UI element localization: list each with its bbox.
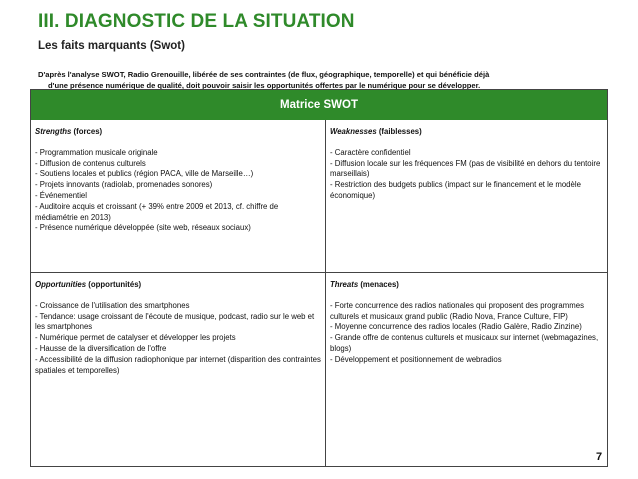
list-item: - Projets innovants (radiolab, promenades sonores) <box>35 180 213 190</box>
list-item: - Moyenne concurrence des radios locales (Radio Galère, Radio Zinzine) <box>330 322 582 332</box>
strengths-title-en: Strengths <box>35 127 72 136</box>
list-item: - Tendance: usage croissant de l'écoute de musique, podcast, radio sur le web et les smartphones <box>35 311 315 332</box>
list-item: - Croissance de l'utilisation des smartphones <box>35 300 190 310</box>
list-item: - Événementiel <box>35 190 88 200</box>
intro-paragraph <box>38 69 598 91</box>
list-item: - Diffusion locale sur les fréquences FM (pas de visibilité en dehors du tentoire marseillais) <box>330 158 601 179</box>
opportunities-title-en: Opportunities <box>35 280 87 289</box>
list-item: - Grande offre de contenus culturels et musicaux sur internet (webmagazines, blogs) <box>330 333 599 353</box>
threats-title-fr: (menaces) <box>358 280 399 289</box>
threats-cell <box>326 273 607 466</box>
intro-line: D'après l'analyse SWOT, Radio Grenouille, libérée de ses contraintes (de flux, géographique, temporelle) et qui bénéficie déjà <box>38 70 490 79</box>
threats-title <box>330 280 603 291</box>
opportunities-title-fr: (opportunités) <box>86 280 142 289</box>
list-item: - Présence numérique développée (site web, réseaux sociaux) <box>35 223 251 233</box>
strengths-title-fr: (forces) <box>71 127 103 136</box>
weaknesses-title-en: Weaknesses <box>330 127 377 136</box>
list-item: - Diffusion de contenus culturels <box>35 158 146 168</box>
list-item: - Numérique permet de catalyser et développer les projets <box>35 333 236 343</box>
swot-matrix-header: Matrice SWOT <box>31 90 607 120</box>
opportunities-title <box>35 280 321 291</box>
strengths-title <box>35 127 321 138</box>
list-item: - Restriction des budgets publics (impact sur le financement et le modèle économique) <box>330 180 581 200</box>
swot-matrix <box>30 89 608 467</box>
intro-line: d'une présence numérique de qualité, doit pouvoir saisir les opportunités offertes par le numérique pour se développer. <box>48 81 481 90</box>
page-title: III. DIAGNOSTIC DE LA SITUATION <box>38 11 355 32</box>
list-item: - Forte concurrence des radios nationales qui proposent des programmes culturels et musicaux grand public (Radio Nova, France Culture, FIP) <box>330 300 584 321</box>
page-number: 7 <box>596 451 603 463</box>
opportunities-cell <box>31 273 326 466</box>
list-item: - Auditoire acquis et croissant (+ 39% entre 2009 et 2013, cf. chiffre de médiamétrie en 2013) <box>35 201 279 222</box>
weaknesses-title-fr: (faiblesses) <box>376 127 422 136</box>
weaknesses-cell <box>326 120 607 273</box>
threats-title-en: Threats <box>330 280 359 289</box>
list-item: - Programmation musicale originale <box>35 147 158 157</box>
list-item: - Développement et positionnement de webradios <box>330 354 502 364</box>
list-item: - Caractère confidentiel <box>330 147 411 157</box>
list-item: - Soutiens locales et publics (région PACA, ville de Marseille…) <box>35 169 254 179</box>
strengths-cell <box>31 120 326 273</box>
list-item: - Hausse de la diversification de l'offre <box>35 343 167 353</box>
list-item: - Accessibilité de la diffusion radiophonique par internet (disparition des contraintes spatiales et temporelles) <box>35 354 321 375</box>
weaknesses-title <box>330 127 603 138</box>
section-subtitle: Les faits marquants (Swot) <box>38 40 185 52</box>
